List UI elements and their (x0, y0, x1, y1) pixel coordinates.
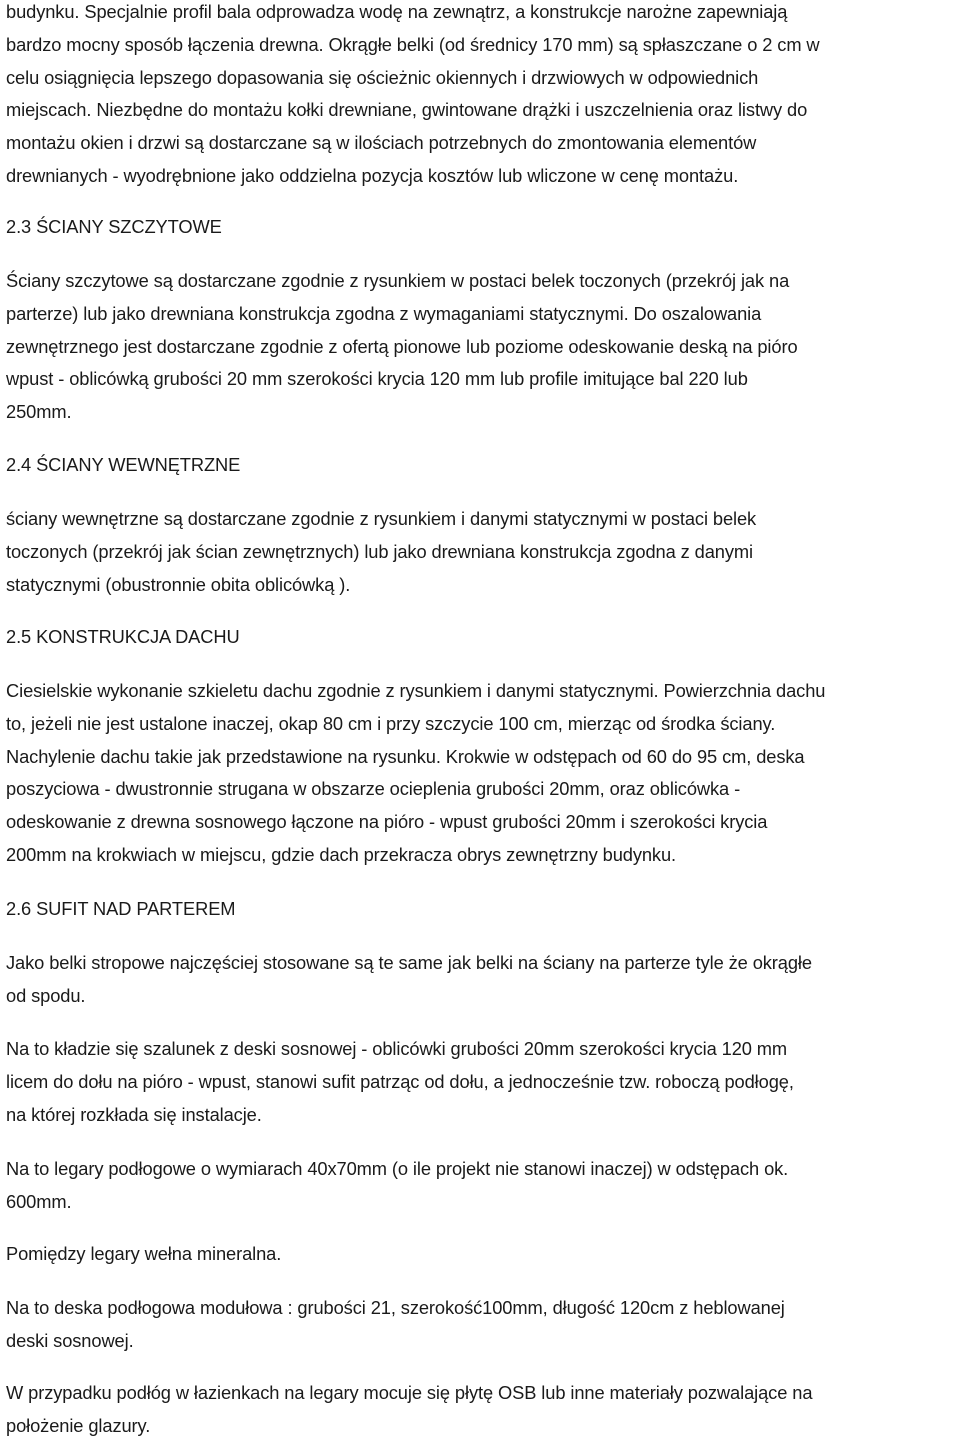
heading-sufit-nad-parterem: 2.6 SUFIT NAD PARTEREM (6, 898, 236, 919)
paragraph-sciany-szczytowe: Ściany szczytowe są dostarczane zgodnie z rysunkiem w postaci belek toczonych (przekrój jak na parterze) lub jako drewniana konstrukcja zgodna z wymaganiami statycznymi. Do oszalowania zewnętrznego jest dostarczane zgodnie z ofertą pionowe lub poziome odeskowanie deską na pióro wpust - oblicówką grubości 20 mm szerokości krycia 120 mm lub profile imitujące bal 220 lub 250mm. (6, 270, 798, 423)
paragraph-deska-podlogowa: Na to deska podłogowa modułowa : grubości 21, szerokość100mm, długość 120cm z heblowanej deski sosnowej. (6, 1297, 785, 1351)
paragraph-sciany-wewnetrzne: ściany wewnętrzne są dostarczane zgodnie z rysunkiem i danymi statycznymi w postaci belek toczonych (przekrój jak ścian zewnętrznych) lub jako drewniana konstrukcja zgodna z danymi statycznymi (obustronnie obita oblicówką ). (6, 508, 757, 595)
paragraph-legary: Na to legary podłogowe o wymiarach 40x70mm (o ile projekt nie stanowi inaczej) w odstępach ok. 600mm. (6, 1158, 789, 1212)
intro-paragraph: budynku. Specjalnie profil bala odprowadza wodę na zewnątrz, a konstrukcje narożne zapewniają bardzo mocny sposób łączenia drewna. Okrągłe belki (od średnicy 170 mm) są spłaszczane o 2 cm w celu osiągnięcia lepszego dopasowania się ościeżnic okiennych i drzwiowych w odpowiednich miejscach. Niezbędne do montażu kołki drewniane, gwintowane drążki i uszczelnienia oraz listwy do montażu okien i drzwi są dostarczane są w ilościach potrzebnych do zmontowania elementów drewnianych - wyodrębnione jako oddzielna pozycja kosztów lub wliczone w cenę montażu. (6, 1, 820, 186)
paragraph-konstrukcja-dachu: Ciesielskie wykonanie szkieletu dachu zgodnie z rysunkiem i danymi statycznymi. Powierzchnia dachu to, jeżeli nie jest ustalone inaczej, okap 80 cm i przy szczycie 100 cm, mierząc od środka ściany. Nachylenie dachu takie jak przedstawione na rysunku. Krokwie w odstępach od 60 do 95 cm, deska poszyciowa - dwustronnie strugana w obszarze ocieplenia grubości 20mm, oraz oblicówka - odeskowanie z drewna sosnowego łączone na pióro - wpust grubości 20mm i szerokości krycia 200mm na krokwiach w miejscu, gdzie dach przekracza obrys zewnętrzny budynku. (6, 680, 826, 865)
heading-sciany-wewnetrzne: 2.4 ŚCIANY WEWNĘTRZNE (6, 454, 241, 475)
paragraph-lazienki: W przypadku podłóg w łazienkach na legary mocuje się płytę OSB lub inne materiały pozwalające na położenie glazury. (6, 1382, 813, 1436)
paragraph-szalunek: Na to kładzie się szalunek z deski sosnowej - oblicówki grubości 20mm szerokości krycia 120 mm licem do dołu na pióro - wpust, stanowi sufit patrząc od dołu, a jednocześnie tzw. roboczą podłogę, na której rozkłada się instalacje. (6, 1038, 794, 1125)
heading-konstrukcja-dachu: 2.5 KONSTRUKCJA DACHU (6, 626, 240, 647)
paragraph-belki-stropowe: Jako belki stropowe najczęściej stosowane są te same jak belki na ściany na parterze tyle że okrągłe od spodu. (6, 952, 812, 1006)
paragraph-welna: Pomiędzy legary wełna mineralna. (6, 1243, 282, 1264)
heading-sciany-szczytowe: 2.3 ŚCIANY SZCZYTOWE (6, 216, 222, 237)
